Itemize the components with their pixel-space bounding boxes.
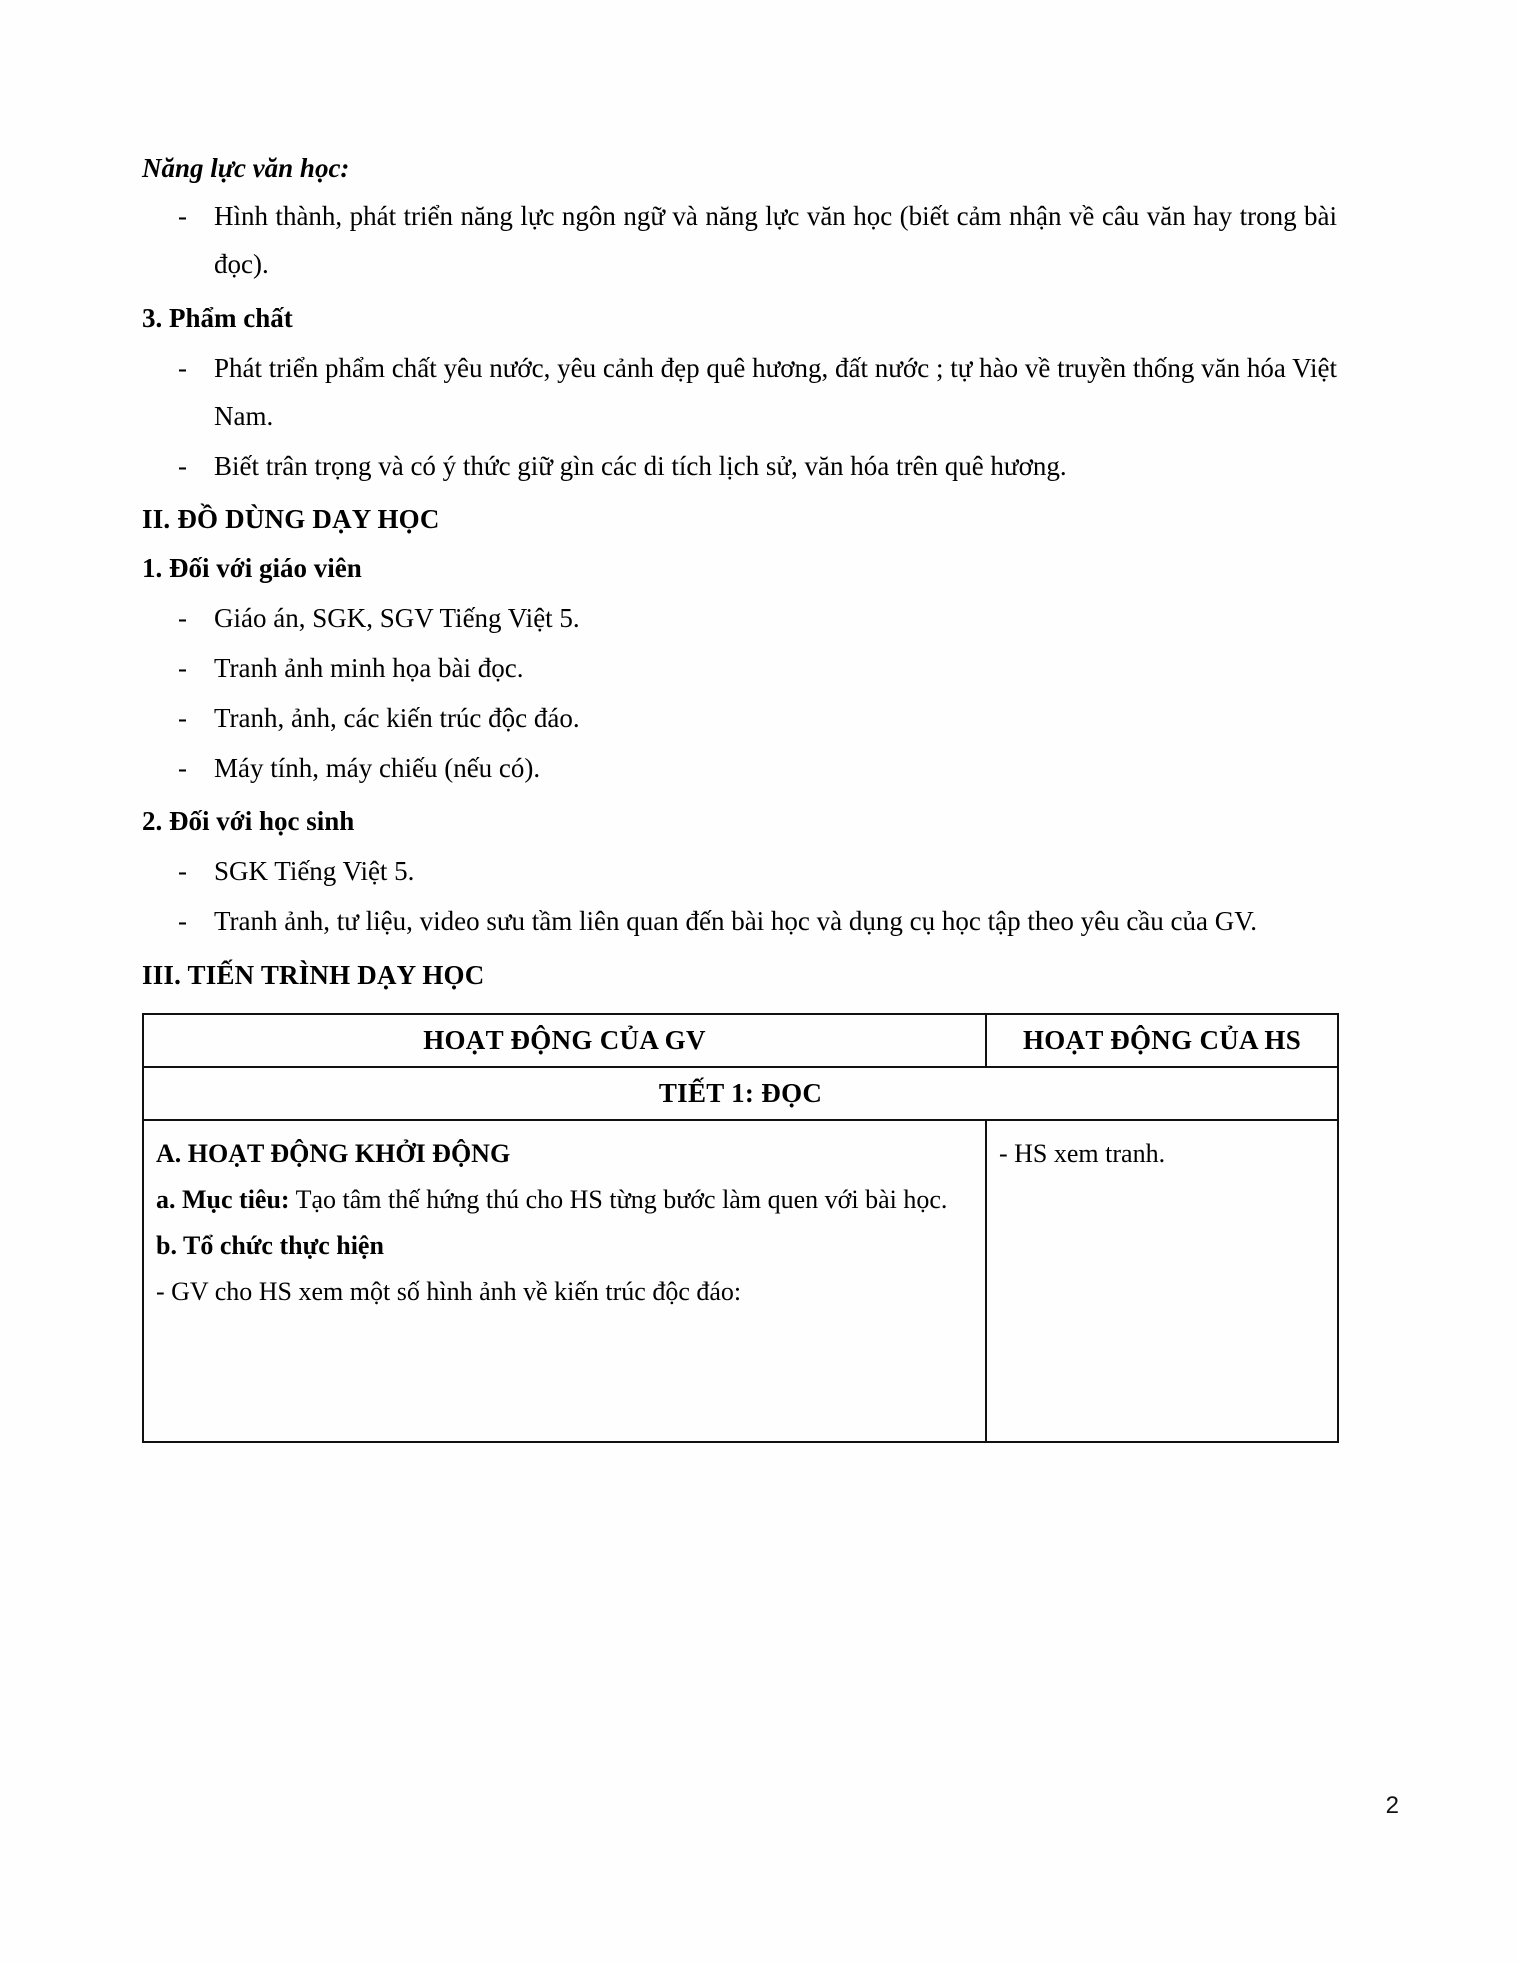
section-heading-tien-trinh-day-hoc: III. TIẾN TRÌNH DẠY HỌC: [142, 959, 485, 990]
list-item-text: Giáo án, SGK, SGV Tiếng Việt 5.: [214, 603, 580, 634]
table-row: [143, 1120, 1338, 1442]
bullet-list-nang-luc-van-hoc: [142, 192, 1337, 288]
bullet-dash-icon: -: [178, 352, 187, 383]
list-item-text: Phát triển phẩm chất yêu nước, yêu cảnh đẹp quê hương, đất nước ; tự hào về truyền thống văn hóa Việt Nam.: [214, 352, 1337, 431]
bullet-dash-icon: -: [178, 753, 187, 784]
section-heading-pham-chat: 3. Phẩm chất: [142, 302, 293, 333]
bullet-dash-icon: -: [178, 450, 187, 481]
list-item: [142, 744, 1337, 792]
list-item: [142, 344, 1337, 440]
activity-objective-label: a. Mục tiêu:: [156, 1184, 290, 1214]
table-cell-gv-activity: [143, 1120, 986, 1442]
list-item: [142, 847, 1337, 895]
document-body: [142, 150, 1337, 1443]
page-number: 2: [1385, 1792, 1399, 1819]
activity-heading-b: b. Tổ chức thực hiện: [156, 1231, 384, 1261]
list-item: [142, 644, 1337, 692]
column-header-gv: HOẠT ĐỘNG CỦA GV: [143, 1014, 986, 1067]
list-item-text: Máy tính, máy chiếu (nếu có).: [214, 753, 541, 784]
bullet-dash-icon: -: [178, 653, 187, 684]
list-item: [142, 594, 1337, 642]
list-item-text: Tranh ảnh minh họa bài đọc.: [214, 653, 524, 684]
activity-step-text: - GV cho HS xem một số hình ảnh về kiến trúc độc đáo:: [156, 1277, 742, 1307]
lesson-plan-table: [142, 1013, 1339, 1443]
table-cell-hs-activity: [986, 1120, 1338, 1442]
bullet-dash-icon: -: [178, 906, 187, 937]
activity-objective-text: Tạo tâm thế hứng thú cho HS từng bước làm quen với bài học.: [289, 1184, 948, 1214]
list-item-text: Hình thành, phát triển năng lực ngôn ngữ và năng lực văn học (biết cảm nhận về câu văn hay trong bài đọc).: [214, 201, 1337, 280]
section-heading-nang-luc-van-hoc: Năng lực văn học:: [142, 153, 350, 183]
table-cell-tiet-title: TIẾT 1: ĐỌC: [143, 1067, 1338, 1120]
section-heading-doi-voi-hoc-sinh: 2. Đối với học sinh: [142, 806, 355, 837]
bullet-dash-icon: -: [178, 603, 187, 634]
activity-heading-a: A. HOẠT ĐỘNG KHỞI ĐỘNG: [156, 1138, 511, 1168]
section-heading-do-dung-day-hoc: II. ĐỒ DÙNG DẠY HỌC: [142, 503, 440, 534]
section-heading-doi-voi-giao-vien: 1. Đối với giáo viên: [142, 552, 362, 583]
list-item: [142, 694, 1337, 742]
hs-activity-text: - HS xem tranh.: [999, 1138, 1166, 1168]
list-item-text: Tranh, ảnh, các kiến trúc độc đáo.: [214, 703, 580, 734]
bullet-dash-icon: -: [178, 201, 187, 232]
list-item: [142, 192, 1337, 288]
bullet-list-doi-voi-giao-vien: [142, 594, 1337, 792]
bullet-list-pham-chat: [142, 344, 1337, 490]
column-header-hs: HOẠT ĐỘNG CỦA HS: [986, 1014, 1338, 1067]
lesson-plan-table-wrapper: [142, 1013, 1337, 1443]
bullet-dash-icon: -: [178, 856, 187, 887]
list-item: [142, 442, 1337, 490]
table-row-section-title: [143, 1067, 1338, 1120]
activity-objective: [156, 1177, 973, 1223]
bullet-list-doi-voi-hoc-sinh: [142, 847, 1337, 945]
list-item: [142, 897, 1337, 945]
list-item-text: Tranh ảnh, tư liệu, video sưu tầm liên quan đến bài học và dụng cụ học tập theo yêu cầu của GV.: [214, 906, 1258, 937]
table-header-row: [143, 1014, 1338, 1067]
list-item-text: Biết trân trọng và có ý thức giữ gìn các di tích lịch sử, văn hóa trên quê hương.: [214, 450, 1067, 481]
bullet-dash-icon: -: [178, 703, 187, 734]
list-item-text: SGK Tiếng Việt 5.: [214, 856, 415, 887]
